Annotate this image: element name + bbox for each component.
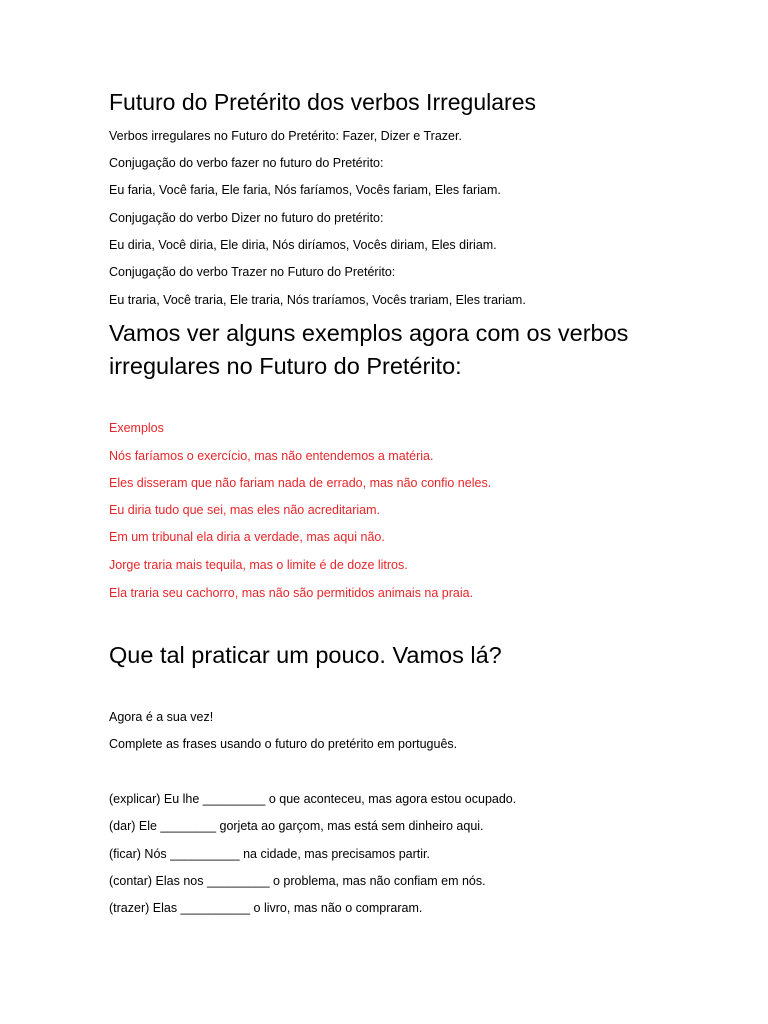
intro-line: Conjugação do verbo Trazer no Futuro do Pretérito: — [109, 265, 396, 279]
example-sentence: Jorge traria mais tequila, mas o limite é de doze litros. — [109, 558, 408, 572]
intro-line: Conjugação do verbo fazer no futuro do Pretérito: — [109, 156, 384, 170]
example-sentence: Eu diria tudo que sei, mas eles não acreditariam. — [109, 503, 380, 517]
example-sentence: Eles disseram que não fariam nada de errado, mas não confio neles. — [109, 476, 492, 490]
practice-intro-line: Agora é a sua vez! — [109, 710, 214, 724]
page-title: Futuro do Pretérito dos verbos Irregulares — [109, 89, 536, 115]
practice-heading: Que tal praticar um pouco. Vamos lá? — [109, 642, 502, 668]
intro-line: Eu diria, Você diria, Ele diria, Nós diríamos, Vocês diriam, Eles diriam. — [109, 238, 497, 252]
intro-line: Conjugação do verbo Dizer no futuro do pretérito: — [109, 211, 384, 225]
intro-line: Eu faria, Você faria, Ele faria, Nós faríamos, Vocês fariam, Eles fariam. — [109, 183, 501, 197]
exercise-sentence: (ficar) Nós __________ na cidade, mas precisamos partir. — [109, 847, 430, 861]
exercise-sentence: (contar) Elas nos _________ o problema, mas não confiam em nós. — [109, 874, 486, 888]
example-sentence: Nós faríamos o exercício, mas não entendemos a matéria. — [109, 449, 434, 463]
examples-heading-line: irregulares no Futuro do Pretérito: — [109, 353, 462, 379]
exercise-sentence: (trazer) Elas __________ o livro, mas não o compraram. — [109, 901, 423, 915]
exercise-sentence: (dar) Ele ________ gorjeta ao garçom, mas está sem dinheiro aqui. — [109, 819, 484, 833]
intro-line: Eu traria, Você traria, Ele traria, Nós traríamos, Vocês trariam, Eles trariam. — [109, 293, 526, 307]
practice-intro-line: Complete as frases usando o futuro do pretérito em português. — [109, 737, 458, 751]
examples-heading-line: Vamos ver alguns exemplos agora com os verbos — [109, 320, 629, 346]
example-sentence: Em um tribunal ela diria a verdade, mas aqui não. — [109, 530, 385, 544]
example-sentence: Ela traria seu cachorro, mas não são permitidos animais na praia. — [109, 586, 474, 600]
exercise-sentence: (explicar) Eu lhe _________ o que aconteceu, mas agora estou ocupado. — [109, 792, 517, 806]
intro-line: Verbos irregulares no Futuro do Pretérito: Fazer, Dizer e Trazer. — [109, 129, 462, 143]
examples-label: Exemplos — [109, 421, 164, 435]
